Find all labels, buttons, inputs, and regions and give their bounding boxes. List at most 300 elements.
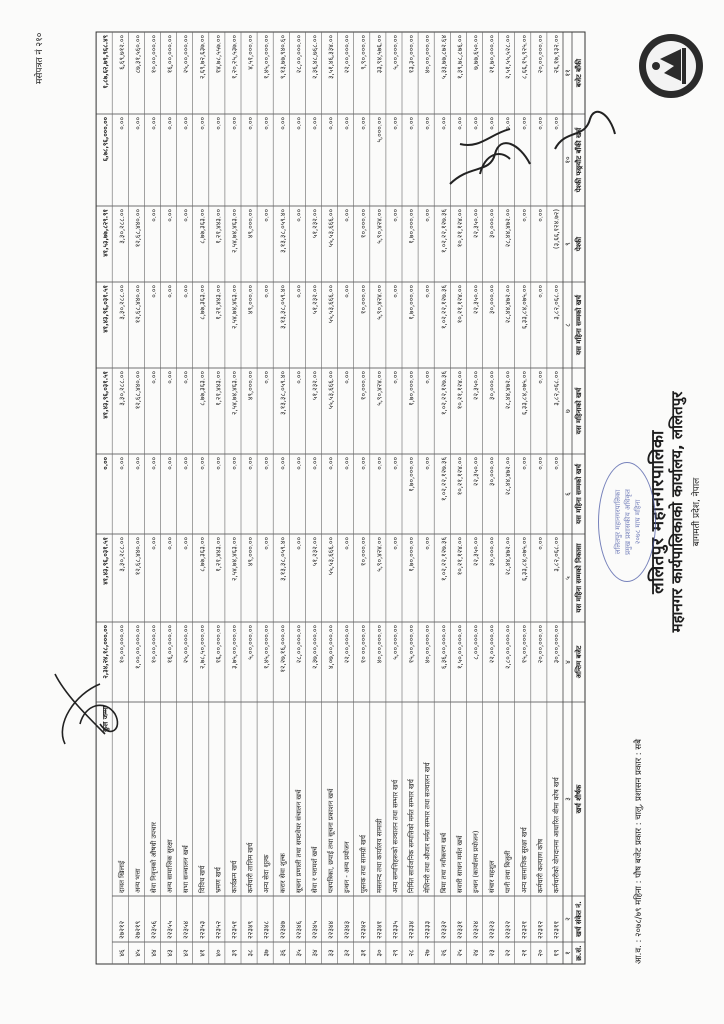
- expense-code-cell: २२३३४: [407, 920, 416, 939]
- amount-cell: १२,२७,१६,०००.००: [278, 625, 287, 673]
- amount-cell: २,३७,००,०००.००: [311, 625, 319, 669]
- amount-cell: ६,६९,७१२.००: [117, 35, 126, 70]
- expense-head-cell: पत्रपत्रिका, छपाई तथा सूचना प्रकाशन खर्च: [327, 788, 336, 893]
- amount-cell: १,४५,००,०००.००: [262, 625, 271, 669]
- amount-cell: ०.००: [391, 371, 400, 384]
- amount-cell: ०.००: [182, 285, 191, 298]
- expense-code-cell: २२३५२: [214, 920, 223, 939]
- signature-1: [440, 114, 540, 204]
- amount-cell: ०.००: [327, 457, 336, 470]
- serial-number-cell: ३३: [327, 949, 336, 957]
- amount-cell: ५१,२३२.००: [311, 285, 319, 315]
- amount-cell: ०.००: [246, 117, 255, 130]
- amount-cell: ५,९०,४२४.००: [375, 209, 384, 244]
- expense-head-cell: अन्य सेवा शुल्क: [262, 854, 271, 893]
- amount-cell: १,२१,४४३.००: [214, 209, 223, 244]
- office-subtitle: महानगर कार्यपालिकाको कार्यालय, ललितपुर: [668, 391, 686, 633]
- amount-cell: ३०,००,०००.००: [552, 625, 561, 664]
- signature-2: [545, 94, 625, 164]
- amount-cell: २८,४४,४७२.००: [504, 537, 513, 576]
- amount-cell: ०.००: [343, 285, 352, 298]
- expense-code-cell: २२३५६: [150, 920, 158, 939]
- amount-cell: ४,५१,०००.००: [246, 35, 255, 70]
- amount-cell: ०.००: [150, 537, 158, 550]
- amount-cell: ०.००: [536, 371, 545, 384]
- column-number: ८: [564, 323, 572, 327]
- amount-cell: ०.००: [166, 285, 175, 298]
- amount-cell: २८,००,०००.००: [294, 35, 303, 74]
- amount-cell: २२,३५०.००: [472, 457, 480, 487]
- serial-number-cell: ४३: [166, 949, 175, 957]
- column-header: क्र.सं.: [575, 945, 583, 961]
- amount-cell: ३०,०००.००: [488, 209, 497, 239]
- serial-number-cell: ३७: [262, 949, 271, 957]
- amount-cell: ०.००: [117, 117, 126, 130]
- expense-code-cell: २२३२४: [472, 920, 480, 939]
- amount-cell: ८,७७,३६३.००: [198, 537, 207, 572]
- page-number: मसेपत्रत नं २१०: [35, 32, 45, 84]
- amount-cell: ०.००: [246, 457, 255, 470]
- amount-cell: ०.००: [294, 457, 303, 470]
- amount-cell: ३,५१,४६,३३४.००: [327, 35, 336, 79]
- amount-cell: १,२०,२५,५३७.००: [230, 35, 239, 79]
- amount-cell: ०.००: [327, 117, 336, 130]
- amount-cell: ९,९०,०००.००: [359, 35, 368, 70]
- amount-cell: ०.००: [117, 457, 126, 470]
- amount-cell: १०,००,०००.००: [117, 625, 126, 664]
- amount-cell: ०.००: [536, 457, 545, 470]
- serial-number-cell: ३८: [246, 949, 255, 957]
- office-title: ललितपुर महानगरपालिका: [648, 430, 668, 594]
- amount-cell: १,०२,२२,१२७.३६: [439, 209, 448, 253]
- amount-cell: ०.००: [133, 457, 142, 470]
- amount-cell: ८,६६,१५,९२५.००: [520, 35, 529, 79]
- amount-cell: ०.००: [359, 117, 368, 130]
- amount-cell: २२,३५०.००: [472, 537, 480, 567]
- amount-cell: २,५४,७४,४६३.००: [230, 371, 239, 415]
- expense-code-cell: २२३५५: [166, 920, 175, 939]
- amount-cell: ३,८२,०६८.००: [552, 537, 561, 572]
- amount-cell: १,२१,४४३.००: [214, 285, 223, 320]
- amount-cell: ३,१३,३८,०५९.४०: [278, 537, 287, 581]
- amount-cell: ७,७७,६५०.००: [472, 35, 480, 70]
- expense-code-cell: २७२१२: [117, 920, 126, 939]
- amount-cell: ०.००: [262, 285, 271, 298]
- column-number: ३: [564, 797, 572, 801]
- serial-number-cell: ३५: [294, 949, 303, 957]
- amount-cell: ०.००: [150, 285, 158, 298]
- amount-cell: १,७०,०००.००: [407, 371, 416, 406]
- amount-cell: २५,००,०००.००: [182, 35, 191, 74]
- total-amount-cell: ४१,४३,९६,०३१.५१: [101, 285, 110, 333]
- expense-head-cell: सूचना प्रणाली तथा सफ्टवेयर संचालन खर्च: [294, 789, 303, 893]
- amount-cell: ०.००: [166, 117, 175, 130]
- amount-cell: ३,१३,३८,०५९.४०: [278, 285, 287, 329]
- stamp-line-1: ललितपुर महानगरपालिका: [614, 489, 622, 555]
- serial-number-cell: ४०: [214, 949, 223, 957]
- amount-cell: १२,६८,४४०.००: [133, 285, 142, 324]
- amount-cell: ३,१३,३८,०५९.४०: [278, 371, 287, 415]
- amount-cell: ०.००: [343, 457, 352, 470]
- amount-cell: १०,०००.००: [359, 371, 368, 401]
- amount-cell: २,५४,७४,४६३.००: [230, 209, 239, 253]
- expense-code-cell: २२३४७: [278, 920, 287, 939]
- stamp-line-3: २०७८ माघ महिना: [634, 499, 642, 545]
- amount-cell: ३३,९४,५७६.००: [375, 35, 384, 74]
- amount-cell: ०.००: [552, 117, 561, 130]
- column-header: बजेट बाँकी: [575, 58, 583, 88]
- amount-cell: ६,३६,००,०००.००: [439, 625, 448, 669]
- amount-cell: ५५,५३,६६६.००: [327, 537, 336, 576]
- amount-cell: २२,००,०००.००: [343, 35, 352, 74]
- amount-cell: १,७०,०००.००: [407, 285, 416, 320]
- amount-cell: ०.००: [294, 285, 303, 298]
- amount-cell: १,००,००,०००.००: [133, 625, 142, 669]
- amount-cell: १,७०,०००.००: [407, 457, 416, 492]
- amount-cell: ०.००: [536, 285, 545, 298]
- column-number: २: [564, 917, 572, 921]
- serial-number-cell: २८: [407, 949, 416, 957]
- amount-cell: १०,०००.००: [359, 537, 368, 567]
- amount-cell: ०.००: [294, 371, 303, 384]
- serial-number-cell: ४४: [150, 949, 158, 957]
- column-number: ५: [564, 576, 572, 580]
- amount-cell: १२,६८,४४०.००: [133, 371, 142, 410]
- column-header: खर्च संकेत नं.: [575, 901, 583, 937]
- amount-cell: ०.००: [391, 209, 400, 222]
- expense-code-cell: २२३२१: [520, 920, 529, 939]
- expense-head-cell: सेवा र परामर्श खर्च: [311, 846, 319, 893]
- amount-cell: ०.००: [294, 537, 303, 550]
- amount-cell: ०.००: [536, 117, 545, 130]
- total-amount-cell: २,३४,२४,१८,०००.००: [101, 625, 110, 679]
- column-header: खर्च शीर्षक: [575, 784, 583, 814]
- amount-cell: ८७,३१,५६०.००: [133, 35, 142, 74]
- expense-code-cell: २२३११: [552, 920, 561, 939]
- amount-cell: ४९,०००.००: [246, 537, 255, 567]
- serial-number-cell: ४६: [117, 949, 126, 957]
- amount-cell: ०.००: [262, 537, 271, 550]
- amount-cell: ०.००: [423, 537, 432, 550]
- amount-cell: २,८०,००,०००.००: [504, 625, 513, 669]
- expense-head-cell: करार सेवा शुल्क: [278, 853, 287, 893]
- amount-cell: ०.००: [150, 371, 158, 384]
- expense-head-cell: अन्य सामाजिक सुरक्षा खर्च: [520, 827, 529, 893]
- amount-cell: ३,१३,३८,०५९.४०: [278, 209, 287, 253]
- serial-number-cell: १९: [552, 949, 561, 957]
- amount-cell: १५,००,०००.००: [520, 625, 529, 664]
- expense-head-cell: संचार महशुल: [488, 860, 497, 893]
- amount-cell: १०,२१,१२४.००: [455, 537, 464, 576]
- amount-cell: २०,००,०००.००: [536, 35, 545, 74]
- amount-cell: ८,००,०००.००: [472, 625, 480, 660]
- amount-cell: ०.००: [375, 457, 384, 470]
- expense-code-cell: २२३३२: [439, 920, 448, 939]
- expense-code-cell: २२३४१: [375, 920, 384, 939]
- amount-cell: ५५,५३,६६६.००: [327, 285, 336, 324]
- amount-cell: ०.००: [439, 117, 448, 130]
- total-amount-cell: ६,७८,९६,०००.००: [101, 117, 110, 162]
- amount-cell: २,५४,७४,४६३.००: [230, 537, 239, 581]
- expense-code-cell: २२३१२: [536, 920, 545, 939]
- amount-cell: १६,००,०००.००: [214, 625, 223, 664]
- amount-cell: ०.००: [182, 457, 191, 470]
- total-amount-cell: १,८७,६२,७९,९६८.४९: [101, 35, 110, 89]
- amount-cell: २,७८,५०,०००.००: [198, 625, 207, 669]
- amount-cell: २२,००,०००.००: [343, 625, 352, 664]
- amount-cell: ५,९०,४२४.००: [375, 537, 384, 572]
- column-number: ६: [564, 492, 572, 496]
- serial-number-cell: ४२: [182, 949, 191, 957]
- amount-cell: ०.००: [552, 457, 561, 470]
- amount-cell: १०,२१,१२४.००: [455, 371, 464, 410]
- column-header: यस महिनाको खर्च: [575, 387, 583, 435]
- amount-cell: ५,९०,४२४.००: [375, 285, 384, 320]
- amount-cell: ४,०७,००,०००.००: [327, 625, 336, 669]
- amount-cell: ५,३३,७७,८७२.६४: [439, 35, 448, 79]
- amount-cell: ०.००: [391, 117, 400, 130]
- amount-cell: २,३६,४८,७६८.००: [311, 35, 319, 79]
- expense-head-cell: कार्यक्रम खर्च: [230, 860, 239, 893]
- amount-cell: ०.००: [536, 537, 545, 550]
- amount-cell: ०.००: [166, 537, 175, 550]
- amount-cell: २,६९,७२,६३७.००: [198, 35, 207, 79]
- expense-head-cell: कर्मचारीको योगदानमा आधारित बीमा कोष खर्च: [552, 777, 561, 893]
- serial-number-cell: ३९: [230, 949, 239, 957]
- amount-cell: १,४५,००,०००.००: [262, 35, 271, 79]
- column-number: ७: [564, 409, 572, 413]
- amount-cell: ३०,०००.००: [488, 537, 497, 567]
- amount-cell: १,०२,२२,१२७.३६: [439, 285, 448, 329]
- expense-code-cell: २२३२३: [488, 920, 497, 939]
- amount-cell: ५,९०,४२४.००: [375, 371, 384, 406]
- expense-head-cell: कर्मचारी कल्याण कोष: [536, 838, 545, 893]
- amount-cell: ०.००: [166, 371, 175, 384]
- column-header: यस महिना सम्मको खर्च: [575, 464, 583, 524]
- amount-cell: ०.००: [520, 209, 529, 222]
- amount-cell: ८,७७,३६३.००: [198, 285, 207, 320]
- amount-cell: १३,३०,०००.००: [407, 35, 416, 74]
- expense-code-cell: २२३४६: [294, 920, 303, 939]
- amount-cell: ५,००,०००.००: [246, 625, 255, 660]
- amount-cell: २८,००,०००.००: [294, 625, 303, 664]
- total-amount-cell: ४१,४३,९६,०३१.५१: [101, 371, 110, 419]
- amount-cell: ०.००: [455, 117, 464, 130]
- amount-cell: ०.००: [182, 117, 191, 130]
- expense-head-cell: मसलन्द तथा कार्यालय सामाग्री: [375, 818, 384, 893]
- amount-cell: ०.००: [262, 117, 271, 130]
- amount-cell: ०.००: [133, 117, 142, 130]
- amount-cell: २०,००,०००.००: [536, 625, 545, 664]
- amount-cell: ०.००: [343, 537, 352, 550]
- amount-cell: ४९,०००.००: [246, 285, 255, 315]
- amount-cell: २२,००,०००.००: [488, 625, 497, 664]
- amount-cell: ०.००: [423, 117, 432, 130]
- amount-cell: ५१,२३२.००: [311, 209, 319, 239]
- expense-code-cell: २२३४९: [246, 920, 255, 939]
- amount-cell: १०,०००.००: [359, 209, 368, 239]
- serial-number-cell: २४: [472, 949, 480, 957]
- amount-cell: ६,३३,८४,०७५.००: [520, 371, 529, 415]
- amount-cell: ०.००: [182, 209, 191, 222]
- amount-cell: ५५,५३,६६६.००: [327, 209, 336, 248]
- amount-cell: २२,३५०.००: [472, 371, 480, 401]
- amount-cell: ०.००: [423, 285, 432, 298]
- amount-cell: १,०२,२२,१२७.३६: [439, 457, 448, 501]
- column-number: ४: [564, 660, 572, 664]
- amount-cell: २८,४४,४७२.००: [504, 371, 513, 410]
- amount-cell: ४०,००,०००.००: [423, 625, 432, 664]
- amount-cell: १,०२,२२,१२७.३६: [439, 537, 448, 581]
- amount-cell: २६,१७,९३२.००: [552, 35, 561, 74]
- expense-head-cell: विविध खर्च: [198, 865, 207, 893]
- amount-cell: १०,२१,१२४.००: [455, 285, 464, 324]
- amount-cell: ४९,०००.००: [246, 371, 255, 401]
- amount-cell: ५१,२३२.००: [311, 537, 319, 567]
- expense-code-cell: २२३२२: [504, 920, 513, 939]
- expense-head-cell: भ्रमण खर्च: [214, 867, 223, 893]
- amount-cell: ३०,०००.००: [488, 285, 497, 315]
- expense-code-cell: २२३३३: [423, 920, 432, 939]
- amount-cell: ५,००,०००.००: [391, 625, 400, 660]
- expense-head-cell: अन्य भत्ता: [133, 868, 142, 893]
- amount-cell: ६,३३,८४,०७५.००: [520, 285, 529, 329]
- amount-cell: ०.००: [262, 209, 271, 222]
- amount-cell: २२,३५०.००: [472, 285, 480, 315]
- column-header: पेश्की: [575, 236, 583, 252]
- expense-code-cell: २२३३१: [455, 920, 464, 939]
- amount-cell: १,०२,२२,१२७.३६: [439, 371, 448, 415]
- amount-cell: १,२१,४४३.००: [214, 371, 223, 406]
- amount-cell: ३,३०,२८८.००: [117, 537, 126, 572]
- expense-head-cell: निर्मित सार्वजनिक सम्पत्तिको मर्मत सम्भार खर्च: [407, 779, 416, 893]
- amount-cell: ०.००: [278, 117, 287, 130]
- amount-cell: ०.००: [150, 209, 158, 222]
- expense-code-cell: २२३४४: [327, 920, 336, 939]
- expense-code-cell: २७२१९: [133, 920, 142, 939]
- amount-cell: ०.००: [391, 457, 400, 470]
- amount-cell: १,७०,०००.००: [407, 209, 416, 244]
- amount-cell: ०.००: [423, 457, 432, 470]
- amount-cell: १६,००,०००.००: [166, 35, 175, 74]
- serial-number-cell: ३६: [278, 949, 287, 957]
- amount-cell: ०.००: [520, 457, 529, 470]
- amount-cell: ६,३३,८४,०७५.००: [520, 537, 529, 581]
- serial-number-cell: ३४: [311, 949, 319, 957]
- amount-cell: ०.००: [214, 117, 223, 130]
- serial-number-cell: २१: [520, 949, 529, 957]
- amount-cell: ०.००: [262, 457, 271, 470]
- amount-cell: १२,६८,४४०.००: [133, 209, 142, 248]
- report-title: आ.व. : २०७८/७९ महिना : पौष बजेट प्रकार : चालु, प्रशासन प्रकार : सबै: [634, 739, 644, 964]
- expense-head-cell: इन्धन (कार्यालय प्रयोजन): [472, 830, 480, 893]
- amount-cell: ५,००,०००.००: [391, 35, 400, 70]
- total-amount-cell: ०.००: [101, 457, 110, 470]
- total-amount-cell: ४१,५३,७७,८२९.९१: [101, 209, 110, 257]
- amount-cell: ०.००: [198, 117, 207, 130]
- expense-code-cell: २२३४५: [311, 920, 319, 939]
- amount-cell: ०.००: [472, 117, 480, 130]
- amount-cell: १०,२१,१२४.००: [455, 209, 464, 248]
- amount-cell: १०,००,०००.००: [150, 35, 158, 74]
- total-label: कुल जम्मा: [101, 706, 110, 732]
- expense-head-cell: पुस्तक तथा सामग्री खर्च: [359, 835, 368, 893]
- amount-cell: २१,७०,०००.००: [488, 35, 497, 74]
- amount-cell: ०.००: [391, 285, 400, 298]
- expense-head-cell: सवारी साधन मर्मत खर्च: [455, 835, 464, 893]
- amount-cell: ४९,०००.००: [246, 209, 255, 239]
- serial-number-cell: २७: [423, 949, 432, 957]
- amount-cell: ०.००: [278, 457, 287, 470]
- expense-head-cell: इन्धन - अन्य प्रयोजन: [343, 841, 352, 893]
- amount-cell: ०.००: [520, 117, 529, 130]
- amount-cell: २८,४४,४७२.००: [504, 457, 513, 496]
- amount-cell: १६,००,०००.००: [166, 625, 175, 664]
- column-number: १: [564, 951, 572, 955]
- amount-cell: ०.००: [407, 117, 416, 130]
- serial-number-cell: २२: [504, 949, 513, 957]
- expense-head-cell: मेशिनरी तथा औजार मर्मत सम्भार तथा सञ्चालन खर्च: [423, 762, 432, 893]
- amount-cell: ०.००: [150, 117, 158, 130]
- amount-cell: २,५४,७४,४६३.००: [230, 285, 239, 329]
- column-header: अन्तिम बजेट: [575, 645, 583, 679]
- amount-cell: ०.००: [182, 371, 191, 384]
- amount-cell: ०.००: [214, 457, 223, 470]
- serial-number-cell: ४१: [198, 949, 207, 957]
- expense-code-cell: २२३४२: [359, 920, 368, 939]
- column-header: यस महिना सम्मको निकासा: [575, 543, 583, 613]
- expense-code-cell: २२३५४: [182, 920, 191, 939]
- expense-code-cell: २२३५१: [230, 920, 239, 939]
- serial-number-cell: २०: [536, 949, 545, 957]
- amount-cell: ३,३०,२८८.००: [117, 209, 126, 244]
- expense-code-cell: २२३४३: [343, 920, 352, 939]
- amount-cell: १२,६८,४४०.००: [133, 537, 142, 576]
- amount-cell: २८,४४,४७२.००: [504, 285, 513, 324]
- amount-cell: ०.००: [423, 371, 432, 384]
- amount-cell: ९,१३,७७,९४०.६०: [278, 35, 287, 79]
- amount-cell: ०.००: [150, 457, 158, 470]
- serial-number-cell: २३: [488, 949, 497, 957]
- total-amount-cell: ४१,४३,९६,०३१.५१: [101, 537, 110, 585]
- column-number: ९: [564, 242, 572, 246]
- amount-cell: ०.००: [166, 457, 175, 470]
- expense-head-cell: अन्य सामाजिक सुरक्षा: [166, 839, 175, 893]
- expense-head-cell: बिमा तथा नवीकरण खर्च: [439, 832, 448, 893]
- amount-cell: २८,४४,४७२.००: [504, 209, 513, 248]
- amount-cell: ०.००: [343, 371, 352, 384]
- amount-cell: १४,७८,५५७.००: [214, 35, 223, 74]
- stamp-line-2: प्रमुख प्रशासकीय अधिकृत: [624, 489, 632, 555]
- expense-head-cell: सभा सञ्चालन खर्च: [182, 845, 191, 893]
- amount-cell: ०.००: [230, 117, 239, 130]
- amount-cell: ०.००: [343, 117, 352, 130]
- amount-cell: १,३९,७८,८७६.००: [455, 35, 464, 79]
- amount-cell: ०.००: [166, 209, 175, 222]
- amount-cell: ०.००: [488, 117, 497, 130]
- amount-cell: ३०,०००.००: [488, 457, 497, 487]
- amount-cell: ०.००: [230, 457, 239, 470]
- amount-cell: १०,२१,१२४.००: [455, 457, 464, 496]
- serial-number-cell: ३०: [375, 949, 384, 957]
- amount-cell: ५,०००.००: [375, 117, 384, 143]
- expense-head-cell: सेवा निवृत्तको औषधी उपचार: [150, 822, 158, 893]
- amount-cell: ५५,५३,६६६.००: [327, 371, 336, 410]
- amount-cell: ०.००: [423, 209, 432, 222]
- expense-head-cell: दावत खिलाई: [117, 860, 126, 893]
- amount-cell: १,२१,४४३.००: [214, 537, 223, 572]
- amount-cell: २५,००,०००.००: [182, 625, 191, 664]
